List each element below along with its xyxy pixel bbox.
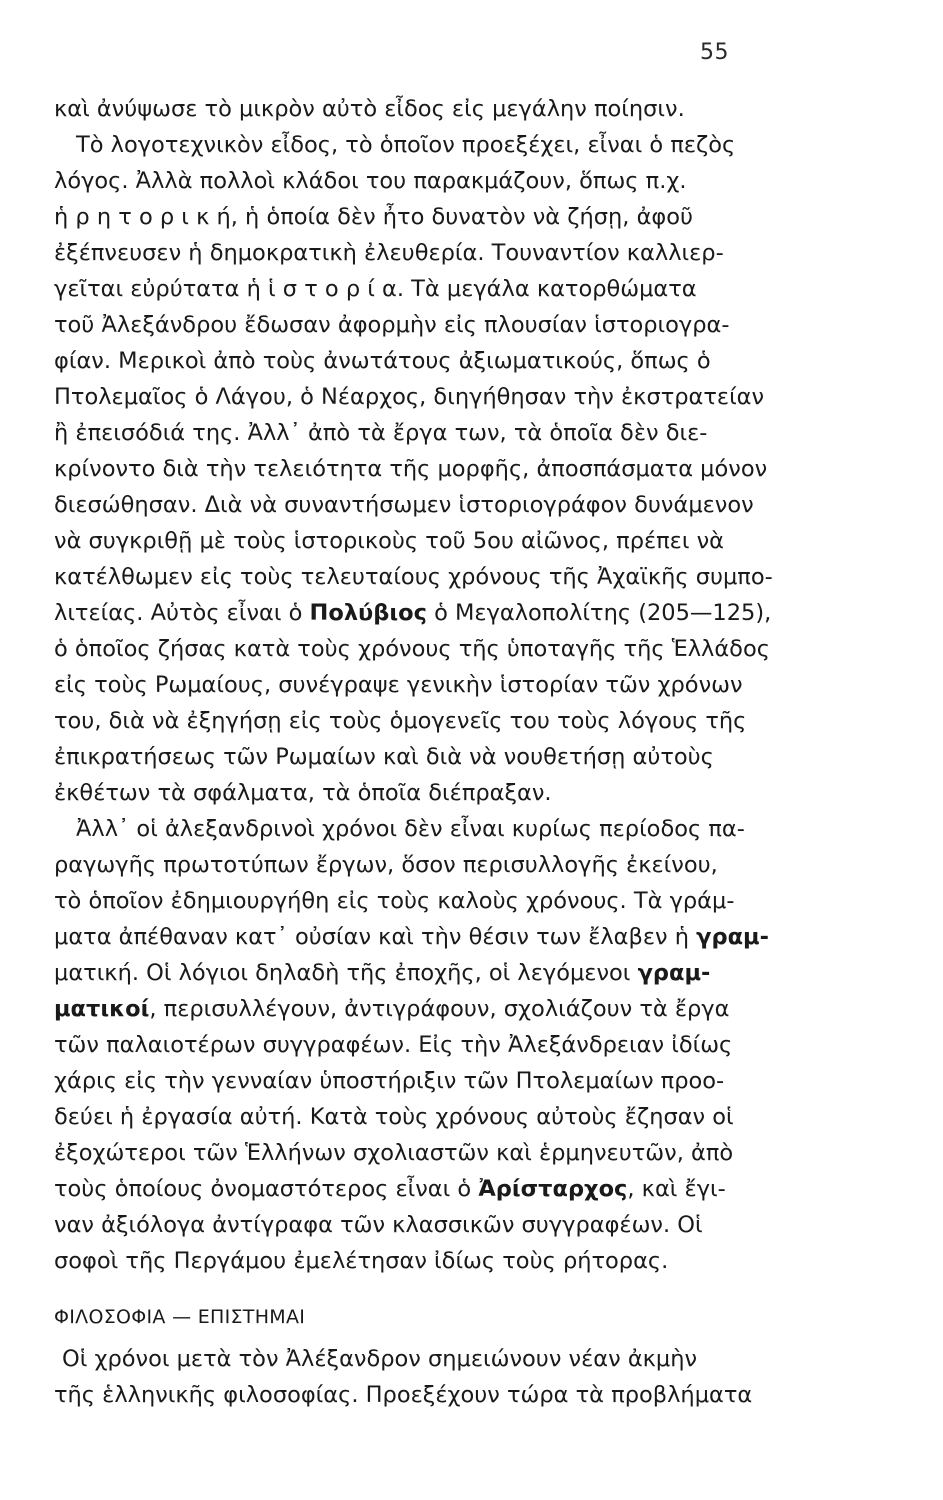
page-number: 55 xyxy=(700,40,729,65)
text-line: τὸ ὁποῖον ἐδημιουργήθη εἰς τοὺς καλοὺς χρόνους. Τὰ γράμ- xyxy=(54,888,735,914)
text-line: ἐξοχώτεροι τῶν Ἑλλήνων σχολιαστῶν καὶ ἑρμηνευτῶν, ἀπὸ xyxy=(54,1140,734,1166)
text-line: νὰ συγκριθῇ μὲ τοὺς ἱστορικοὺς τοῦ 5ου αἰῶνος, πρέπει νὰ xyxy=(54,528,725,554)
text-line: ἡ ρ η τ ο ρ ι κ ή, ἡ ὁποία δὲν ἦτο δυνατὸν νὰ ζήσῃ, ἀφοῦ xyxy=(54,204,694,230)
text-line: Τὸ λογοτεχνικὸν εἶδος, τὸ ὁποῖον προεξέχει, εἶναι ὁ πεζὸς xyxy=(76,132,736,158)
text-line: ἐκθέτων τὰ σφάλματα, τὰ ὁποῖα διέπραξαν. xyxy=(54,780,552,806)
text-line: λόγος. Ἀλλὰ πολλοὶ κλάδοι του παρακμάζουν, ὅπως π.χ. xyxy=(54,168,687,194)
text-line: τῆς ἑλληνικῆς φιλοσοφίας. Προεξέχουν τώρα τὰ προβλήματα xyxy=(54,1382,753,1408)
text-line: ραγωγῆς πρωτοτύπων ἔργων, ὅσον περισυλλογῆς ἐκείνου, xyxy=(54,852,718,878)
text-line: του, διὰ νὰ ἐξηγήσῃ εἰς τοὺς ὁμογενεῖς του τοὺς λόγους τῆς xyxy=(54,708,747,734)
text-line: ἢ ἐπεισόδιά της. Ἀλλ᾽ ἀπὸ τὰ ἔργα των, τὰ ὁποῖα δὲν διε- xyxy=(54,420,708,446)
text-line: ὁ ὁποῖος ζήσας κατὰ τοὺς χρόνους τῆς ὑποταγῆς τῆς Ἑλλάδος xyxy=(54,636,770,662)
text-line: ναν ἀξιόλογα ἀντίγραφα τῶν κλασσικῶν συγγραφέων. Οἱ xyxy=(54,1212,703,1238)
text-line: Οἱ χρόνοι μετὰ τὸν Ἀλέξανδρον σημειώνουν νέαν ἀκμὴν xyxy=(62,1346,698,1372)
text-line: τοῦ Ἀλεξάνδρου ἔδωσαν ἀφορμὴν εἰς πλουσίαν ἱστοριογρα- xyxy=(54,312,730,338)
text-line: τῶν παλαιοτέρων συγγραφέων. Εἰς τὴν Ἀλεξάνδρειαν ἰδίως xyxy=(54,1032,733,1058)
text-line: ματική. Οἱ λόγιοι δηλαδὴ τῆς ἐποχῆς, οἱ λεγόμενοι γραμ- xyxy=(54,960,711,986)
text-line: Ἀλλ᾽ οἱ ἀλεξανδρινοὶ χρόνοι δὲν εἶναι κυρίως περίοδος πα- xyxy=(76,816,745,842)
text-line: ματα ἀπέθαναν κατ᾽ οὐσίαν καὶ τὴν θέσιν των ἔλαβεν ἡ γραμ- xyxy=(54,924,769,950)
text-line: λιτείας. Αὐτὸς εἶναι ὁ Πολύβιος ὁ Μεγαλοπολίτης (205—125), xyxy=(54,600,772,626)
text-line: ἐπικρατήσεως τῶν Ρωμαίων καὶ διὰ νὰ νουθετήσῃ αὐτοὺς xyxy=(54,744,714,770)
text-line: κρίνοντο διὰ τὴν τελειότητα τῆς μορφῆς, ἀποσπάσματα μόνον xyxy=(54,456,768,482)
section-heading: ΦΙΛΟΣΟΦΙΑ — ΕΠΙΣΤΗΜΑΙ xyxy=(54,1306,306,1328)
text-line: σοφοὶ τῆς Περγάμου ἐμελέτησαν ἰδίως τοὺς ρήτορας. xyxy=(54,1248,669,1274)
text-line: φίαν. Μερικοὶ ἀπὸ τοὺς ἀνωτάτους ἀξιωματικούς, ὅπως ὁ xyxy=(54,348,711,374)
text-line: γεῖται εὐρύτατα ἡ ἱ σ τ ο ρ ί α. Τὰ μεγάλα κατορθώματα xyxy=(54,276,697,302)
text-line: διεσώθησαν. Διὰ νὰ συναντήσωμεν ἱστοριογράφον δυνάμενον xyxy=(54,492,754,518)
text-line: εἰς τοὺς Ρωμαίους, συνέγραψε γενικὴν ἱστορίαν τῶν χρόνων xyxy=(54,672,743,698)
text-line: τοὺς ὁποίους ὀνομαστότερος εἶναι ὁ Ἀρίσταρχος, καὶ ἔγι- xyxy=(54,1176,726,1202)
text-line: κατέλθωμεν εἰς τοὺς τελευταίους χρόνους τῆς Ἀχαϊκῆς συμπο- xyxy=(54,564,773,590)
text-line: δεύει ἡ ἐργασία αὐτή. Κατὰ τοὺς χρόνους αὐτοὺς ἔζησαν οἱ xyxy=(54,1104,734,1130)
text-line: ἐξέπνευσεν ἡ δημοκρατικὴ ἐλευθερία. Τουναντίον καλλιερ- xyxy=(54,240,724,266)
text-line: χάρις εἰς τὴν γενναίαν ὑποστήριξιν τῶν Πτολεμαίων προο- xyxy=(54,1068,725,1094)
text-line: καὶ ἀνύψωσε τὸ μικρὸν αὐτὸ εἶδος εἰς μεγάλην ποίησιν. xyxy=(54,96,685,122)
text-line: ματικοί, περισυλλέγουν, ἀντιγράφουν, σχολιάζουν τὰ ἔργα xyxy=(54,996,730,1022)
text-line: Πτολεμαῖος ὁ Λάγου, ὁ Νέαρχος, διηγήθησαν τὴν ἐκστρατείαν xyxy=(54,384,765,410)
